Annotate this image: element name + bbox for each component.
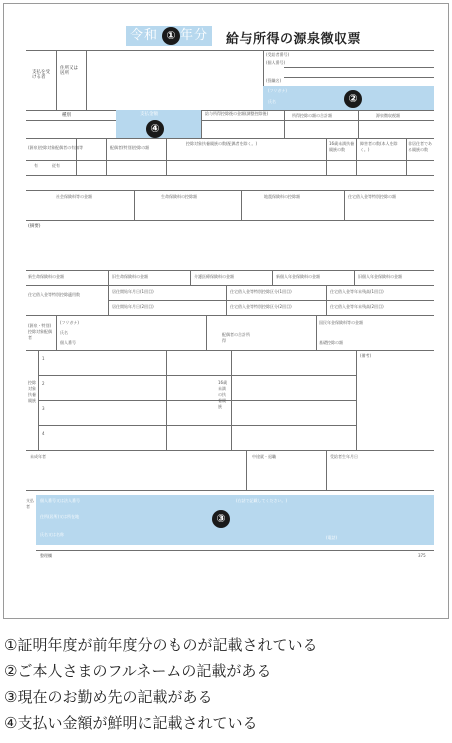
have-label: 有: [34, 163, 38, 168]
reference-label: 整理欄: [40, 553, 52, 558]
housing-start-1: 居住開始年月日(1回目): [112, 289, 154, 294]
spouse-section-label: (源泉・特別)控除対象配偶者: [28, 323, 52, 340]
furigana-label: (フリガナ): [268, 88, 287, 93]
housing-type-2: 住宅借入金等特別控除区分(2回目): [230, 304, 292, 309]
payer-name-label: 氏名又は名称: [40, 532, 64, 537]
marker-1: ①: [162, 27, 180, 45]
dependents-label: 控除対象扶養親族の数(配偶者を除く。): [186, 141, 258, 146]
note-1: ①証明年度が前年度分のものが記載されている: [4, 636, 318, 654]
basic-deduction-label: 基礎控除の額: [319, 340, 343, 345]
breakdown-new-life: 新生命保険料の金額: [28, 274, 64, 279]
dependent-row-3: 3: [42, 406, 45, 411]
payer-number-label: 個人番号又は法人番号: [40, 498, 80, 503]
housing-loan-label: 住宅借入金等特別控除の額: [348, 194, 396, 199]
social-insurance-label: 社会保険料等の金額: [56, 194, 92, 199]
payer-highlight: [36, 495, 434, 545]
spouse-furigana-label: (フリガナ): [60, 320, 79, 325]
personal-number-label: (個人番号): [266, 60, 286, 65]
recipient-number-label: (受給者番号): [266, 52, 290, 57]
type-label: 種別: [62, 113, 71, 118]
after-deduction-label: 給与所得控除後の金額(調整控除後): [205, 111, 269, 116]
marker-4: ④: [146, 120, 164, 138]
national-pension-label: 国民年金保険料等の金額: [319, 320, 363, 325]
payer-address-label: 住所(居所)又は所在地: [40, 514, 80, 519]
under16-section-label: 16歳未満の扶養親族: [218, 380, 228, 409]
form-header: [26, 20, 434, 50]
housing-balance-1: 住宅借入金等年末残高(1回目): [330, 289, 384, 294]
housing-balance-2: 住宅借入金等年末残高(2回目): [330, 304, 384, 309]
name-label: 氏名: [268, 99, 276, 104]
earthquake-insurance-label: 地震保険料の控除額: [264, 194, 300, 199]
spouse-number-label: 個人番号: [60, 340, 76, 345]
payer-phone-label: (電話): [326, 535, 338, 540]
midway-label: 中途就・退職: [252, 454, 276, 459]
checklist-notes: [4, 632, 448, 736]
note-4: ④支払い金額が鮮明に記載されている: [4, 714, 258, 732]
remarks-label: (備考): [360, 353, 372, 358]
era-label: 令和: [129, 28, 158, 43]
spouse-income-label: 配偶者の合計所得: [222, 332, 250, 343]
note-2: ②ご本人さまのフルネームの記載がある: [4, 662, 272, 680]
breakdown-old-pension: 旧個人年金保険料の金額: [358, 274, 402, 279]
address-label: 住所又は居所: [60, 66, 78, 77]
dependent-row-1: 1: [42, 356, 45, 361]
note-3: ③現在のお勤め先の記載がある: [4, 688, 213, 706]
document-frame: [3, 3, 449, 619]
withholding-slip-form: [26, 20, 434, 604]
birth-label: 受給者生年月日: [330, 454, 358, 459]
payee-label: 支払を受ける者: [32, 70, 50, 81]
marker-3: ③: [212, 510, 230, 528]
housing-start-2: 居住開始年月日(2回目): [112, 304, 154, 309]
nonresident-label: 非居住者である親族の数: [408, 141, 432, 152]
dependent-row-4: 4: [42, 431, 45, 436]
breakdown-old-life: 旧生命保険料の金額: [112, 274, 148, 279]
payer-section-label: 支払者: [26, 498, 34, 509]
payer-note: (右詰で記載してください。): [236, 498, 288, 503]
withholding-label: 源泉徴収税額: [376, 113, 400, 118]
life-insurance-label: 生命保険料の控除額: [161, 194, 197, 199]
status-minor: 未成年者: [30, 454, 46, 459]
spouse-label: (源泉)控除対象配偶者の有無等: [28, 145, 84, 150]
breakdown-care: 介護医療保険料の金額: [194, 274, 234, 279]
breakdown-new-pension: 新個人年金保険料の金額: [276, 274, 320, 279]
dependents-section-label: 控除対象扶養親族: [28, 380, 36, 403]
under16-label: 16歳未満扶養親族の数: [329, 141, 355, 152]
housing-type-1: 住宅借入金等特別控除区分(1回目): [230, 289, 292, 294]
year-suffix: 年分: [180, 28, 209, 43]
housing-count-label: 住宅借入金等特別控除適用数: [28, 292, 80, 297]
disabled-label: 障害者の数(本人を除く。): [360, 141, 398, 152]
dependent-row-2: 2: [42, 381, 45, 386]
summary-label: (摘要): [28, 224, 41, 229]
document-title: 給与所得の源泉徴収票: [226, 32, 362, 47]
payment-label: 支払金額: [140, 112, 158, 117]
total-deduction-label: 所得控除の額の合計額: [292, 113, 332, 118]
spouse-deduction-label: 配偶者(特別)控除の額: [110, 145, 150, 150]
subordinate-label: 従有: [52, 163, 60, 168]
marker-2: ②: [344, 90, 362, 108]
spouse-name-label: 氏名: [60, 330, 68, 335]
form-code: 375: [418, 553, 426, 558]
position-label: (役職名): [266, 78, 282, 83]
